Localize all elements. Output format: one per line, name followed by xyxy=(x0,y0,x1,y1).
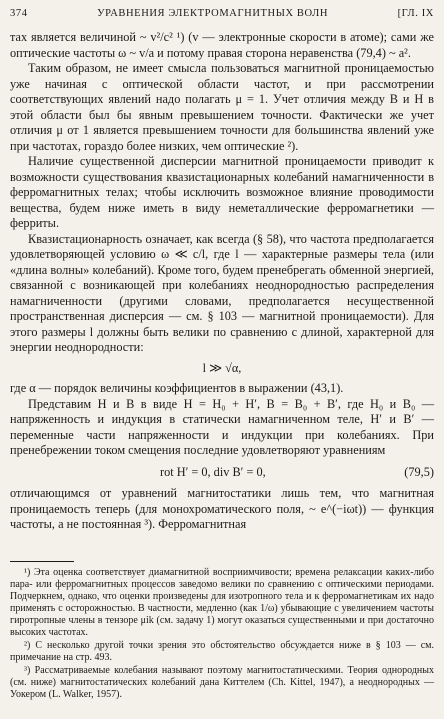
equation-number: (79,5) xyxy=(404,464,434,479)
footnote: ³) Рассматриваемые колебания называют поэтому магнитостатическими. Теория однородных (см. ниже) магнитостатических колебаний дана Киттелем (Ch. Kittel, 1947), а неоднородных — Уокером (L. Walker, 1957). xyxy=(10,665,434,700)
running-header xyxy=(10,8,434,19)
paragraph: Представим H и B в виде H = H₀ + H′, B = B₀ + B′, где H₀ и B₀ — напряженность и индукция в статически намагниченном теле, H′ и B′ — переменные части напряженности и индукции при колебаниях. При пренебрежении током смещения последние удовлетворяют уравнениям xyxy=(10,396,434,457)
paragraph: отличающимся от уравнений магнитостатики лишь тем, что магнитная проницаемость теперь (для монохроматического поля, ~ e^(−iωt)) — функция частоты, а не постоянная ³). Ферромагнитная xyxy=(10,486,434,531)
running-title: УРАВНЕНИЯ ЭЛЕКТРОМАГНИТНЫХ ВОЛН xyxy=(97,8,329,19)
equation-line xyxy=(10,465,434,481)
page-number: 374 xyxy=(10,8,28,19)
main-text xyxy=(10,30,434,533)
paragraph: где α — порядок величины коэффициентов в выражении (43,1). xyxy=(10,381,344,395)
paragraph: тах является величиной ~ v²/c² ¹) (v — электронные скорости в атоме); сами же оптические частоты ω ~ v/a и потому правая сторона неравенства (79,4) ~ a². xyxy=(10,30,434,60)
footnote: ¹) Эта оценка соответствует диамагнитной восприимчивости; времена релаксации каких-либо пара- или ферромагнитных процессов заведомо велики по сравнению с оптическими периодами. Подчеркнем, однако, что оценки произведены для изотропного тела и к ферромагнетикам их надо применять с осторожностью. В частности, медленно (как 1/ω) убывающие с увеличением частоты гиротропные члены в тензоре μik (см. задачу 1) могут оказаться существенными и при достаточно высоких частотах. xyxy=(10,567,434,638)
inline-formula: l ≫ √α, xyxy=(202,360,242,375)
footnotes xyxy=(10,563,434,702)
footnote: ²) С несколько другой точки зрения это обстоятельство обсуждается ниже в § 103 — см. примечание на стр. 493. xyxy=(10,640,434,663)
chapter-label: [ГЛ. IX xyxy=(397,8,434,19)
footnote-rule xyxy=(10,561,74,562)
equation: rot H′ = 0, div B′ = 0, xyxy=(160,464,266,479)
paragraph: Квазистационарность означает, как всегда (§ 58), что частота предполагается удовлетворяющей условию ω ≪ c/l, где l — характерные размеры тела (или «длина волны» колебаний). Кроме того, будем пренебрегать обменной энергией, связанной с возникающей при колебаниях неоднородностью распределения намагниченности (другими словами, предполагается несущественной пространственная дисперсия — см. § 103 — магнитной проницаемости). Для этого размеры l должны быть велики по сравнению с длиной, характерной для энергии неоднородности: xyxy=(10,231,434,354)
paragraph: Таким образом, не имеет смысла пользоваться магнитной проницаемостью уже начиная с оптической области частот, и при рассмотрении соответствующих явлений надо полагать μ = 1. Учет отличия между B и H в этой области был бы явным превышением точности. Фактически же учет отличия μ от 1 является превышением точности для большинства явлений уже при частотах, гораздо более низких, чем оптические ²). xyxy=(10,61,434,153)
paragraph: Наличие существенной дисперсии магнитной проницаемости приводит к возможности существования квазистационарных колебаний намагниченности в ферромагнитных телах; чтобы исключить возможное влияние проводимости вещества, будем ниже иметь в виду неметаллические ферромагнетики — ферриты. xyxy=(10,154,434,230)
